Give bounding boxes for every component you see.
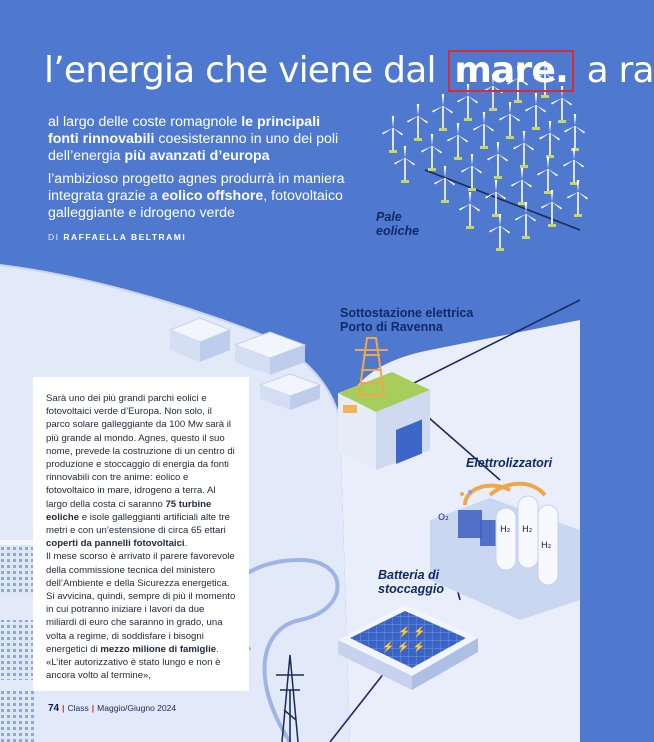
byline: DI RAFFAELLA BELTRAMI: [48, 232, 187, 242]
label-storage-battery: Batteria di stoccaggio: [378, 568, 444, 596]
h2-label-3: H₂: [541, 541, 552, 551]
h2-label-2: H₂: [522, 525, 533, 535]
lead-paragraph-2: l’ambizioso progetto agnes produrrà in maniera integrata grazie a eolico offshore, fotovoltaico galleggiante e idrogeno verde: [48, 171, 345, 221]
svg-text:⚡ ⚡ ⚡: ⚡ ⚡ ⚡: [382, 642, 425, 653]
headline-highlight: mare.: [448, 50, 574, 92]
label-electrolyzers: Elettrolizzatori: [466, 456, 553, 470]
page-number: 74: [48, 703, 60, 714]
article-body: Sarà uno dei più grandi parchi eolici e fotovoltaici verde d’Europa. Non solo, il parco solare galleggiante da 100 Mw sarà il più grande al mondo. Agnes, questo il suo nome, prevede la costruzione di un centro di produzione e stoccaggio di energia da fonti rinnovabili con tre anime: eolico e fotovoltaico in mare, idrogeno a terra. Al largo della costa ci saranno 75 turbine eoliche e isole galleggianti artificiali alte tre metri e con un’estensione di circa 65 ettari coperti da pannelli fotovoltaici. Il mese scorso è arrivato il parere favorevole della commissione tecnica del ministero dell’Ambiente e della Sicurezza energetica. Si avvicina, quindi, sempre di più il momento in cui potranno iniziare i lavori da due miliardi di euro che saranno in grado, una volta a regime, di soddisfare i bisogni energetici di mezzo milione di famiglie. «L’iter autorizzativo è stato lungo e non è ancora volto al termine»,: [33, 377, 249, 691]
magazine-name: Class: [67, 703, 89, 713]
headline: l’energia che viene dal mare. a ra: [44, 50, 654, 91]
label-substation: Sottostazione elettrica Porto di Ravenna: [340, 306, 474, 334]
o2-label: O₂: [438, 513, 449, 523]
svg-text:⚡ ⚡: ⚡ ⚡: [398, 627, 426, 638]
lead-paragraph-1: al largo delle coste romagnole le principali fonti rinnovabili coesisteranno in uno dei poli dell’energia più avanzati d’europa: [48, 114, 339, 164]
h2-label-1: H₂: [500, 525, 511, 535]
label-wind-turbines: Pale eoliche: [376, 210, 420, 238]
page-footer: 74 | Class | Maggio/Giugno 2024: [48, 703, 177, 714]
issue-date: Maggio/Giugno 2024: [97, 703, 177, 713]
